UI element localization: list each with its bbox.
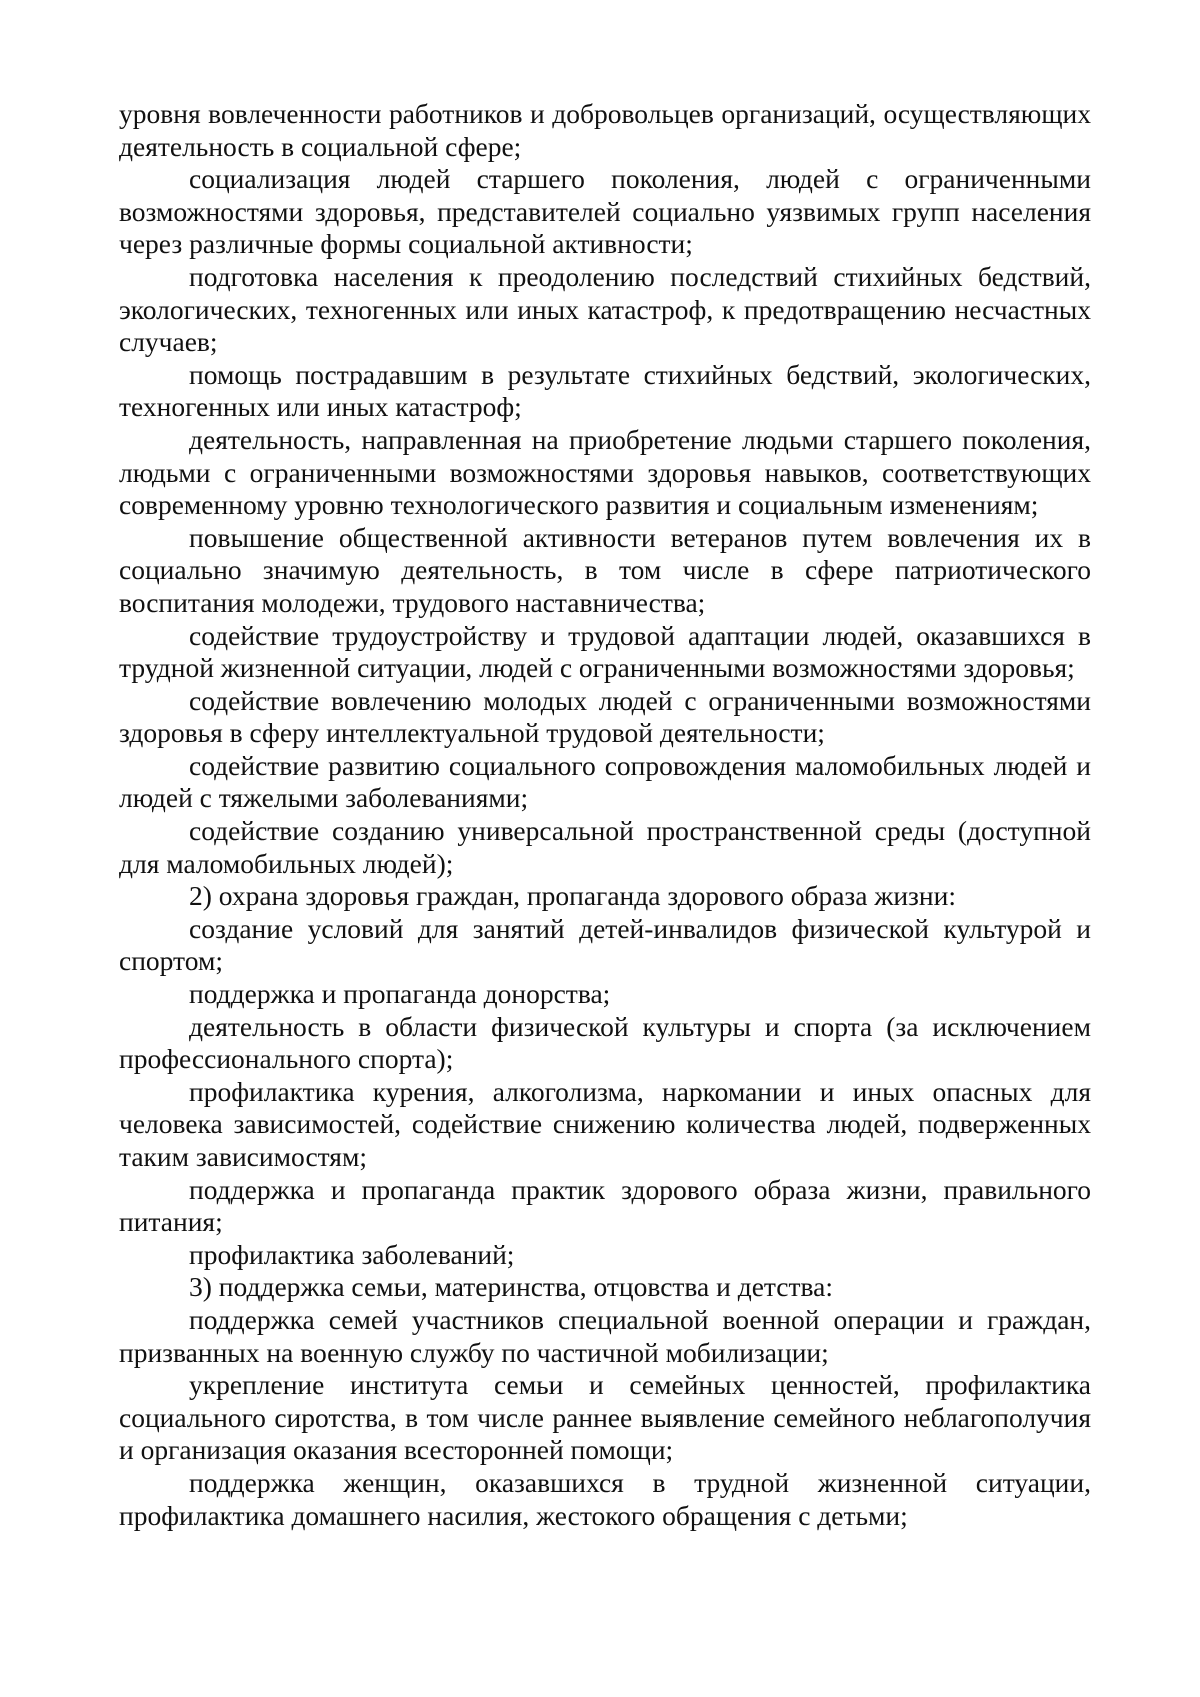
paragraph-12: создание условий для занятий детей-инвалидов физической культурой и спортом; [119, 912, 1091, 977]
paragraph-17: профилактика заболеваний; [189, 1238, 515, 1270]
paragraph-21: поддержка женщин, оказавшихся в трудной жизненной ситуации, профилактика домашнего насилия, жестокого обращения с детьми; [119, 1466, 1091, 1531]
paragraph-14: деятельность в области физической культуры и спорта (за исключением профессионального спорта); [119, 1010, 1091, 1075]
paragraph-16: поддержка и пропаганда практик здорового образа жизни, правильного питания; [119, 1173, 1091, 1238]
paragraph-6: повышение общественной активности ветеранов путем вовлечения их в социально значимую деятельность, в том числе в сфере патриотического воспитания молодежи, трудового наставничества; [119, 521, 1091, 618]
paragraph-18: 3) поддержка семьи, материнства, отцовства и детства: [189, 1271, 833, 1303]
document-page [119, 98, 1091, 1532]
paragraph-3: подготовка населения к преодолению последствий стихийных бедствий, экологических, техногенных или иных катастроф, к предотвращению несчастных случаев; [119, 260, 1091, 358]
paragraph-4: помощь пострадавшим в результате стихийных бедствий, экологических, техногенных или иных катастроф; [119, 358, 1091, 423]
paragraph-2: социализация людей старшего поколения, людей с ограниченными возможностями здоровья, представителей социально уязвимых групп населения через различные формы социальной активности; [119, 163, 1091, 260]
paragraph-20: укрепление института семьи и семейных ценностей, профилактика социального сиротства, в том числе раннее выявление семейного неблагополучия и организация оказания всесторонней помощи; [119, 1369, 1091, 1466]
paragraph-1: уровня вовлеченности работников и добровольцев организаций, осуществляющих деятельность в социальной сфере; [119, 98, 1091, 162]
paragraph-7: содействие трудоустройству и трудовой адаптации людей, оказавшихся в трудной жизненной ситуации, людей с ограниченными возможностями здоровья; [119, 619, 1091, 684]
paragraph-9: содействие развитию социального сопровождения маломобильных людей и людей с тяжелыми заболеваниями; [119, 749, 1091, 814]
paragraph-8: содействие вовлечению молодых людей с ограниченными возможностями здоровья в сферу интеллектуальной трудовой деятельности; [119, 684, 1091, 749]
paragraph-15: профилактика курения, алкоголизма, наркомании и иных опасных для человека зависимостей, содействие снижению количества людей, подверженных таким зависимостям; [119, 1075, 1091, 1172]
paragraph-10: содействие созданию универсальной пространственной среды (доступной для маломобильных людей); [119, 815, 1091, 879]
paragraph-19: поддержка семей участников специальной военной операции и граждан, призванных на военную службу по частичной мобилизации; [119, 1303, 1091, 1368]
paragraph-5: деятельность, направленная на приобретение людьми старшего поколения, людьми с ограниченными возможностями здоровья навыков, соответствующих современному уровню технологического развития и социальным изменениям; [119, 423, 1091, 521]
paragraph-13: поддержка и пропаганда донорства; [189, 978, 611, 1010]
paragraph-11: 2) охрана здоровья граждан, пропаганда здорового образа жизни: [189, 880, 956, 912]
